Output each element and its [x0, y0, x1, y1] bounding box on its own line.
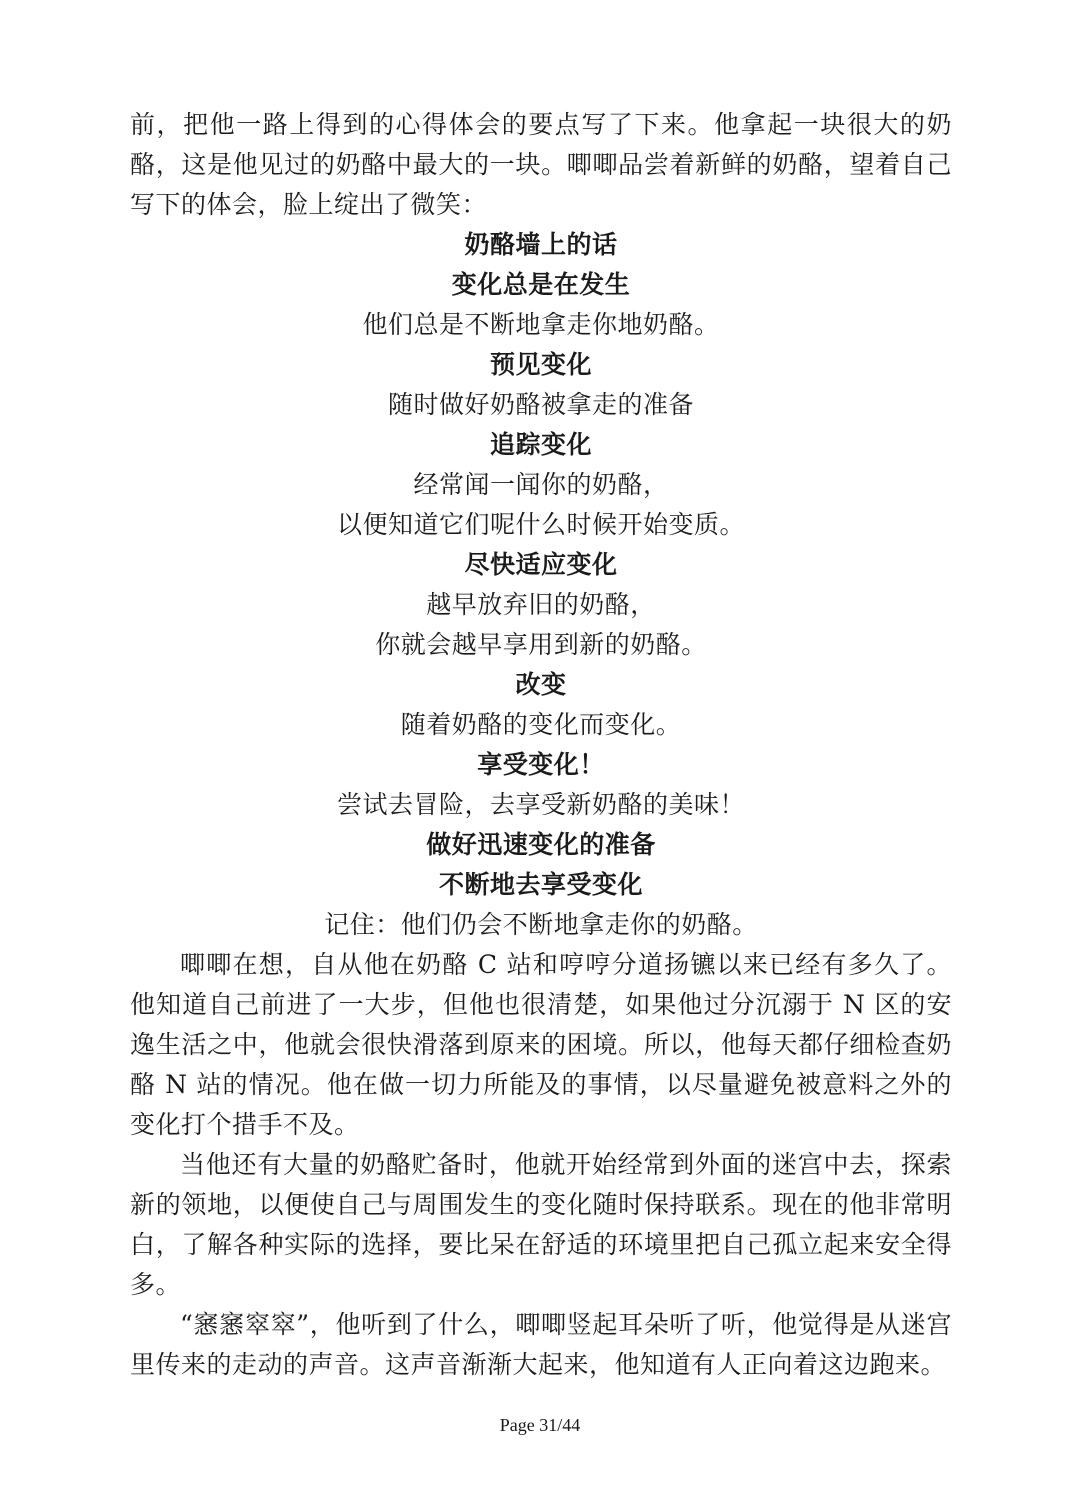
poem-heading: 尽快适应变化	[464, 550, 618, 579]
body-paragraph: “窸窸窣窣”，他听到了什么，唧唧竖起耳朵听了听，他觉得是从迷宫里传来的走动的声音。这声音渐渐大起来，他知道有人正向着这边跑来。	[130, 1310, 952, 1379]
poem-heading: 改变	[515, 670, 567, 699]
page-number: Page 31/44	[499, 1415, 581, 1435]
poem-line: 尝试去冒险，去享受新奶酪的美味！	[336, 790, 745, 819]
poem-line: 随时做好奶酪被拿走的准备	[387, 390, 694, 419]
poem-heading: 不断地去享受变化	[438, 870, 643, 899]
poem-heading: 追踪变化	[489, 430, 592, 459]
poem-line: 越早放弃旧的奶酪，	[426, 590, 656, 619]
poem-line: 以便知道它们呢什么时候开始变质。	[336, 510, 745, 539]
poem-line: 经常闻一闻你的奶酪，	[413, 470, 669, 499]
poem-title: 奶酪墙上的话	[464, 230, 618, 259]
cheese-wall-poem	[130, 225, 952, 945]
body-paragraph: 当他还有大量的奶酪贮备时，他就开始经常到外面的迷宫中去，探索新的领地，以便使自己与周围发生的变化随时保持联系。现在的他非常明白，了解各种实际的选择，要比呆在舒适的环境里把自己孤立起来安全得多。	[130, 1150, 952, 1299]
poem-heading: 享受变化！	[477, 750, 605, 779]
body-paragraph: 唧唧在想，自从他在奶酪 C 站和哼哼分道扬镳以来已经有多久了。他知道自己前进了一大步，但他也很清楚，如果他过分沉溺于 N 区的安逸生活之中，他就会很快滑落到原来的困境。所以，他每天都仔细检查奶酪 N 站的情况。他在做一切力所能及的事情，以尽量避免被意料之外的变化打个措手不及。	[130, 950, 952, 1139]
opening-paragraph: 前，把他一路上得到的心得体会的要点写了下来。他拿起一块很大的奶酪，这是他见过的奶酪中最大的一块。唧唧品尝着新鲜的奶酪，望着自己写下的体会，脸上绽出了微笑：	[130, 110, 952, 219]
poem-line: 记住：他们仍会不断地拿走你的奶酪。	[324, 910, 758, 939]
poem-line: 随着奶酪的变化而变化。	[400, 710, 682, 739]
poem-line: 他们总是不断地拿走你地奶酪。	[362, 310, 720, 339]
poem-heading: 变化总是在发生	[451, 270, 631, 299]
poem-heading: 预见变化	[489, 350, 592, 379]
poem-line: 你就会越早享用到新的奶酪。	[375, 630, 707, 659]
poem-heading: 做好迅速变化的准备	[426, 830, 656, 859]
